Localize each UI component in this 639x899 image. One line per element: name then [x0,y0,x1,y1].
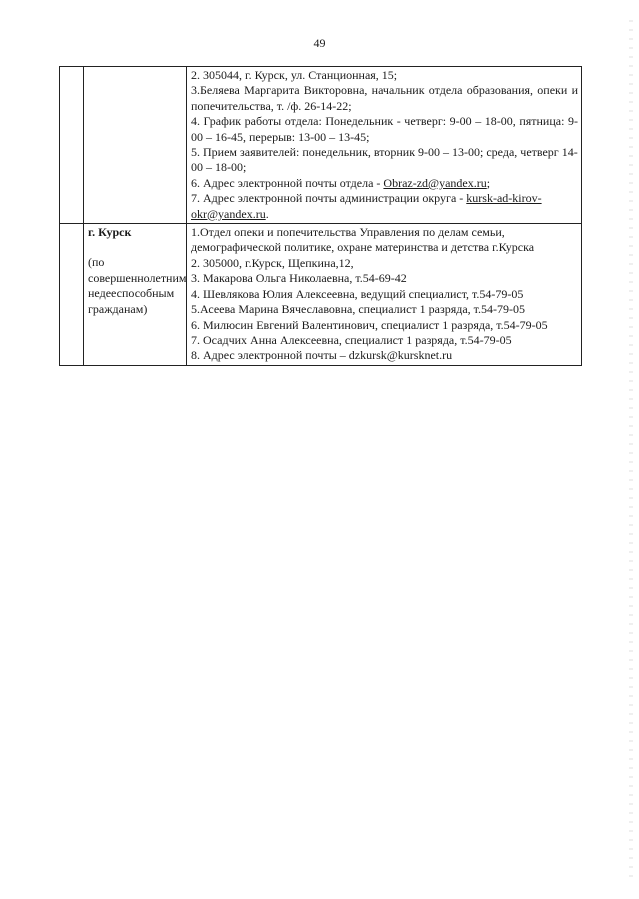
specialist-line: 7. Осадчих Анна Алексеевна, специалист 1 разряда, т.54-79-05 [191,332,512,347]
department-email-prefix: 6. Адрес электронной почты отдела - [191,175,384,190]
department-email-suffix: ; [486,175,491,190]
schedule-line: 4. График работы отдела: Понедельник - четверг: 9-00 – 18-00, пятница: 9-00 – 16-45, перерыв: 13-00 – 13-45; [191,114,578,144]
admin-email-line [191,191,578,222]
table-row [60,67,582,224]
address-line: 2. 305044, г. Курск, ул. Станционная, 15; [191,68,398,82]
department-email-link[interactable]: Obraz-zd@yandex.ru [383,175,487,190]
head-contact-line: 3.Беляева Маргарита Викторовна, начальник отдела образования, опеки и попечительства, т. /ф. 26-14-22; [191,83,578,113]
row-number-cell [60,224,84,366]
region-cell [84,224,187,366]
page-number: 49 [313,36,326,50]
scan-edge-artifact [629,20,633,880]
admin-email-suffix: . [265,206,269,221]
email-line: 8. Адрес электронной почты – dzkursk@kursknet.ru [191,348,453,363]
region-cell [84,67,187,224]
info-cell [187,224,582,366]
row-number-cell [60,67,84,224]
department-email-line [191,176,578,191]
admin-email-link[interactable]: kursk-ad-kirov-okr@yandex.ru [191,191,542,221]
specialist-line: 5.Асеева Марина Вячеславовна, специалист 1 разряда, т.54-79-05 [191,302,525,317]
department-name-line: 1.Отдел опеки и попечительства Управления по делам семьи, демографической политике, охране материнства и детства г.Курска [191,225,535,255]
region-note: (по совершеннолетним недееспособным гражданам) [88,255,187,316]
table-row [60,224,582,366]
contacts-table [59,66,582,366]
specialist-line: 6. Милюсин Евгений Валентинович, специалист 1 разряда, т.54-79-05 [191,317,548,332]
specialist-line: 4. Шевлякова Юлия Алексеевна, ведущий специалист, т.54-79-05 [191,286,524,301]
info-cell [187,67,582,224]
address-line: 2. 305000, г.Курск, Щепкина,12, [191,255,354,270]
reception-line: 5. Прием заявителей: понедельник, вторник 9-00 – 13-00; среда, четверг 14-00 – 18-00; [191,145,578,175]
region-name: г. Курск [88,225,132,240]
head-contact-line: 3. Макарова Ольга Николаевна, т.54-69-42 [191,271,407,286]
admin-email-prefix: 7. Адрес электронной почты администрации округа - [191,191,467,206]
